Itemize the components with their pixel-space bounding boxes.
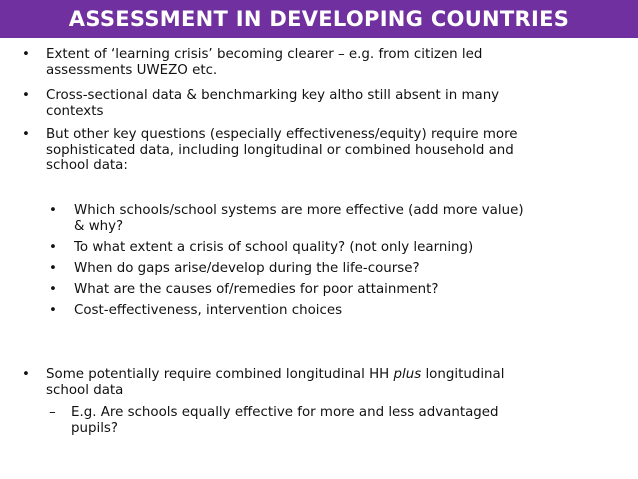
bullet-text: sophisticated data, including longitudinal or combined household and	[46, 142, 514, 158]
slide-title: ASSESSMENT IN DEVELOPING COUNTRIES	[68, 7, 570, 31]
bullet-item	[22, 367, 504, 398]
bullet-text: Extent of ‘learning crisis’ becoming clearer – e.g. from citizen led	[46, 47, 483, 62]
sub-bullet-text: & why?	[74, 218, 124, 234]
dash-glyph: –	[49, 405, 56, 420]
bullet-glyph: •	[49, 261, 57, 276]
bullet-text-emphasis: plus	[393, 367, 422, 382]
bullet-glyph: •	[22, 88, 30, 103]
bullet-text: But other key questions (especially effectiveness/equity) require more	[46, 127, 518, 142]
bullet-text	[46, 367, 504, 383]
bullet-glyph: •	[49, 203, 57, 218]
bullet-item	[22, 47, 482, 78]
dash-text: pupils?	[71, 420, 119, 436]
sub-bullet-text: What are the causes of/remedies for poor attainment?	[74, 282, 439, 297]
bullet-text: school data:	[46, 158, 128, 174]
bullet-item	[22, 88, 499, 119]
bullet-glyph: •	[22, 127, 30, 142]
bullet-text: school data	[46, 382, 124, 398]
sub-bullet-text: Cost-effectiveness, intervention choices	[74, 303, 343, 318]
bullet-text: Cross-sectional data & benchmarking key altho still absent in many	[46, 88, 500, 103]
title-bar	[0, 0, 638, 38]
bullet-text: contexts	[46, 103, 104, 119]
dash-item	[49, 405, 499, 436]
bullet-glyph: •	[49, 240, 57, 255]
bullet-item	[22, 127, 518, 174]
dash-text: E.g. Are schools equally effective for more and less advantaged	[71, 405, 499, 420]
sub-bullet-item	[49, 240, 473, 256]
sub-bullet-item	[49, 203, 524, 234]
bullet-glyph: •	[22, 367, 30, 382]
sub-bullet-item	[49, 261, 420, 277]
bullet-glyph: •	[22, 47, 30, 62]
sub-bullet-item	[49, 282, 439, 298]
sub-bullet-item	[49, 303, 342, 319]
bullet-glyph: •	[49, 282, 57, 297]
bullet-text-post: longitudinal	[421, 367, 505, 382]
bullet-text-pre: Some potentially require combined longitudinal HH	[46, 367, 394, 382]
sub-bullet-text: Which schools/school systems are more effective (add more value)	[74, 203, 524, 218]
sub-bullet-text: To what extent a crisis of school quality? (not only learning)	[74, 240, 474, 255]
bullet-glyph: •	[49, 303, 57, 318]
sub-bullet-text: When do gaps arise/develop during the life-course?	[74, 261, 420, 276]
bullet-text: assessments UWEZO etc.	[46, 62, 218, 78]
